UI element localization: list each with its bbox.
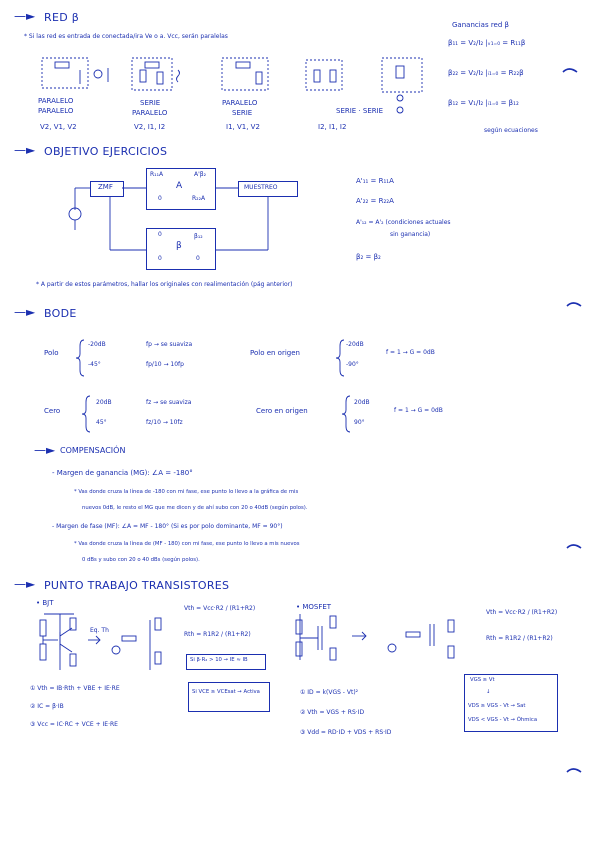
- gain-title: Ganancias red β: [452, 21, 509, 29]
- label-serie-paralelo: SERIE: [140, 99, 161, 107]
- cero-fz: fz → se suaviza: [146, 399, 192, 406]
- gain-b22: β₂₂ = V₂/I₂ |ᵢ₁₌₀ = R₂₂β: [448, 69, 524, 77]
- section-arrow: —►: [14, 9, 36, 23]
- amp-r11: R₁₁A: [150, 171, 164, 178]
- amp-r22: R₂₂A: [192, 195, 206, 202]
- polo-origen-note: f = 1 → G = 0dB: [386, 349, 435, 356]
- red-beta-note: * Si las red es entrada de conectada/ira Ve o a. Vcc, serán paralelas: [24, 33, 228, 40]
- mosfet-eq-2: ② Vth = VGS + RS·ID: [300, 709, 365, 716]
- muestreo-label: MUESTREO: [244, 184, 278, 191]
- cero-db: 20dB: [96, 399, 112, 406]
- beta-b12: β₁₂: [194, 233, 203, 240]
- section-title-bode: BODE: [44, 307, 77, 320]
- cero-origen-db: 20dB: [354, 399, 370, 406]
- mf-note-1: * Vas donde cruza la línea de (MF - 180) con mi fase, ese punto lo llevo a mis nuevos: [74, 541, 300, 547]
- section-arrow: —►: [14, 143, 36, 157]
- mosfet-cond-2: ↓: [486, 689, 491, 695]
- amp-a-beta2: A'β₂: [194, 171, 206, 178]
- bjt-vth: Vth = Vcc·R2 / (R1+R2): [184, 605, 256, 612]
- label-serie-serie: SERIE · SERIE: [336, 107, 384, 115]
- amp-zero: 0: [158, 195, 162, 202]
- two-port-serie-serie-2: [382, 58, 422, 92]
- cero-fz10: fz/10 → 10fz: [146, 419, 183, 426]
- mosfet-cond-4: VDS < VGS - Vt → Óhmica: [468, 717, 538, 723]
- beta-tl: 0: [158, 231, 162, 238]
- two-port-parallel-serie: [222, 58, 268, 90]
- polo-fp10: fp/10 → 10fp: [146, 361, 184, 368]
- section-arrow: —►: [14, 577, 36, 591]
- polo-origen-label: Polo en origen: [250, 349, 300, 357]
- label-serie-vars: V2, I1, I2: [134, 123, 166, 131]
- polo-origen-db: -20dB: [346, 341, 364, 348]
- section-arrow: —►: [34, 443, 56, 457]
- label-paralelo-serie-vars: I1, V1, V2: [226, 123, 260, 131]
- obj-eq-3b: sin ganancia): [390, 231, 431, 238]
- label-paralelo-paralelo: PARALELO: [38, 97, 74, 105]
- section-title-transistores: PUNTO TRABAJO TRANSISTORES: [44, 579, 230, 592]
- mf-title: - Margen de fase (MF): ∠A = MF - 180° (Si es por polo dominante, MF = 90°): [52, 523, 283, 530]
- bjt-eq-1: ① Vth = IB·Rth + VBE + IE·RE: [30, 685, 120, 692]
- bjt-condition: Si β·R₂ > 10 → IE ≈ IB: [190, 657, 248, 663]
- beta-br: 0: [196, 255, 200, 262]
- bjt-active: Si VCE ≥ VCEsat → Activa: [192, 689, 260, 695]
- mosfet-title: • MOSFET: [296, 603, 332, 611]
- cero-label: Cero: [44, 407, 61, 415]
- gain-b12: β₁₂ = V₁/I₂ |ᵢ₁₌₀ = β₁₂: [448, 99, 519, 107]
- mg-note-1: * Vas donde cruza la línea de -180 con mi fase, ese punto lo llevo a la gráfica de mis: [74, 489, 299, 495]
- mosfet-cond-1: VGS ≥ Vt: [470, 677, 495, 683]
- mf-note-2: 0 dBs y subo con 20 o 40 dBs (según polos).: [82, 557, 200, 563]
- mosfet-cond-3: VDS ≥ VGS - Vt → Sat: [468, 703, 526, 709]
- polo-label: Polo: [44, 349, 59, 357]
- obj-eq-2: A'₂₂ = R₂₂A: [356, 197, 394, 205]
- polo-deg: -45°: [88, 361, 101, 368]
- label-paralelo-vars: V2, V1, V2: [40, 123, 77, 131]
- bjt-title: • BJT: [36, 599, 54, 607]
- gain-note: según ecuaciones: [484, 127, 538, 134]
- label-paralelo-sub: PARALELO: [38, 107, 74, 115]
- cero-origen-note: f = 1 → G = 0dB: [394, 407, 443, 414]
- label-serie-sub: PARALELO: [132, 109, 168, 117]
- section-title-compensacion: COMPENSACIÓN: [60, 446, 126, 455]
- two-port-serie-parallel: [132, 58, 172, 90]
- bjt-eq-th: Eq. Th: [90, 627, 109, 634]
- polo-fp: fp → se suaviza: [146, 341, 193, 348]
- mosfet-eq-3: ③ Vdd = RD·ID + VDS + RS·ID: [300, 729, 392, 736]
- gain-b11: β₁₁ = V₂/I₂ |ᵥ₁₌₀ = R₁₁β: [448, 39, 526, 47]
- cero-origen-deg: 90°: [354, 419, 365, 426]
- mosfet-eq-1: ① ID = k(VGS - Vt)²: [300, 689, 359, 696]
- beta-center: β: [176, 241, 182, 251]
- bjt-eq-3: ③ Vcc = IC·RC + VCE + IE·RE: [30, 721, 118, 728]
- cero-deg: 45°: [96, 419, 107, 426]
- zmf-label: ZMF: [98, 183, 113, 191]
- section-arrow: —►: [14, 305, 36, 319]
- cero-origen-label: Cero en origen: [256, 407, 308, 415]
- polo-origen-deg: -90°: [346, 361, 359, 368]
- resistor: [55, 62, 69, 68]
- two-port-parallel-parallel: [42, 58, 88, 88]
- polo-db: -20dB: [88, 341, 106, 348]
- bjt-active-box: [188, 682, 270, 712]
- section-title-red-beta: RED β: [44, 11, 80, 24]
- label-paralelo-serie: PARALELO: [222, 99, 258, 107]
- mg-note-2: nuevos 0dB, le resto el MG que me dicen y de ahí subo con 20 o 40dB (según polos).: [82, 505, 308, 511]
- amp-center-a: A: [176, 181, 183, 191]
- obj-eq-1: A'₁₁ = R₁₁A: [356, 177, 394, 185]
- beta-bl: 0: [158, 255, 162, 262]
- source-symbol: [94, 70, 102, 78]
- mg-title: - Margen de ganancia (MG): ∠A = -180°: [52, 469, 193, 477]
- label-paralelo-serie-sub: SERIE: [232, 109, 253, 117]
- two-port-serie-serie: [306, 60, 342, 90]
- bjt-rth: Rth = R1R2 / (R1+R2): [184, 631, 251, 638]
- label-serie-serie-vars: I2, I1, I2: [318, 123, 347, 131]
- obj-eq-3: A'₁₂ = A'₂ (condiciones actuales: [356, 219, 451, 226]
- obj-eq-4: β₂ = β₂: [356, 253, 381, 261]
- mosfet-vth: Vth = Vcc·R2 / (R1+R2): [486, 609, 558, 616]
- section-title-objetivo: OBJETIVO EJERCICIOS: [44, 145, 168, 158]
- mosfet-rth: Rth = R1R2 / (R1+R2): [486, 635, 553, 642]
- objetivo-note: * A partir de estos parámetros, hallar los originales con realimentación (pág anterior): [36, 281, 293, 288]
- bjt-eq-2: ② IC = β·IB: [30, 703, 64, 710]
